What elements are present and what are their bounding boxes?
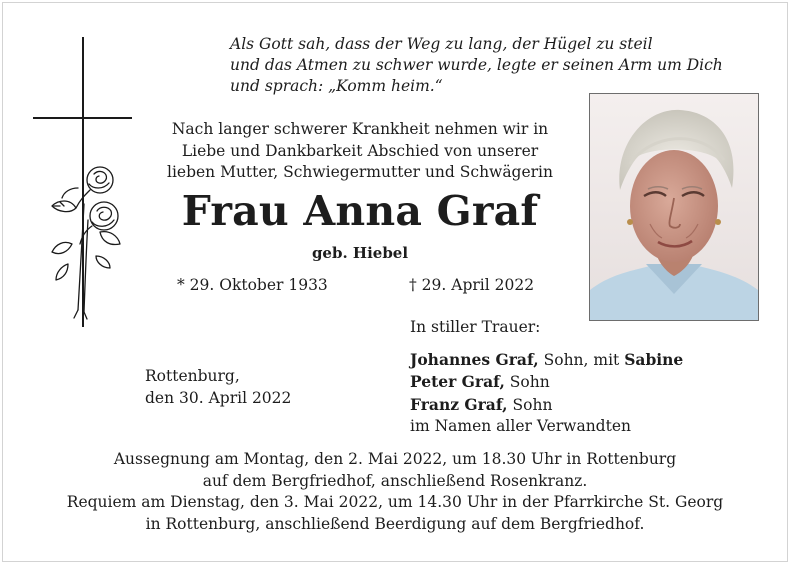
portrait-photo [589, 93, 759, 321]
mourner-partner: Sabine [624, 349, 684, 369]
mourner-row [410, 394, 683, 417]
mourner-relation: Sohn, mit [538, 350, 625, 369]
mourner-name: Peter Graf, [410, 372, 505, 391]
place-and-date [145, 366, 291, 409]
maiden-name: geb. Hiebel [311, 244, 409, 262]
place: Rottenburg, [145, 367, 240, 385]
mourner-name: Johannes Graf, [410, 349, 539, 369]
death-date: † 29. April 2022 [409, 276, 535, 294]
ceremony-line: Aussegnung am Montag, den 2. Mai 2022, um 18.30 Uhr in Rottenburg [113, 450, 677, 468]
poem [230, 34, 780, 97]
mourner-row [410, 371, 683, 394]
mourner-row [410, 349, 683, 372]
date: den 30. April 2022 [145, 388, 292, 407]
mourner-relation: Sohn [507, 395, 553, 414]
ceremony-details [10, 449, 780, 535]
ceremony-line: Requiem am Dienstag, den 3. Mai 2022, um 14.30 Uhr in der Pfarrkirche St. Georg [66, 493, 724, 511]
birth-date: * 29. Oktober 1933 [177, 276, 328, 294]
mourners-heading: In stiller Trauer: [410, 318, 541, 336]
intro-line: lieben Mutter, Schwiegermutter und Schwägerin [166, 163, 554, 181]
mourner-name: Franz Graf, [410, 394, 508, 414]
ceremony-line: auf dem Bergfriedhof, anschließend Rosenkranz. [202, 471, 588, 490]
intro-line: Nach langer schwerer Krankheit nehmen wir in [171, 120, 549, 138]
mourner-relation: Sohn [504, 373, 550, 391]
poem-line: und sprach: „Komm heim.“ [230, 77, 443, 95]
deceased-name: Frau Anna Graf [181, 187, 539, 235]
poem-line: Als Gott sah, dass der Weg zu lang, der Hügel zu steil [230, 35, 653, 53]
ceremony-line: in Rottenburg, anschließend Beerdigung auf dem Bergfriedhof. [145, 514, 645, 533]
intro-line: Liebe und Dankbarkeit Abschied von unserer [181, 141, 539, 160]
poem-line: und das Atmen zu schwer wurde, legte er seinen Arm um Dich [230, 56, 723, 74]
mourners-closing: im Namen aller Verwandten [410, 417, 631, 435]
mourners-block [410, 317, 683, 438]
cross-horizontal-bar [33, 117, 132, 119]
intro-text [140, 119, 580, 184]
roses-icon [48, 160, 128, 320]
